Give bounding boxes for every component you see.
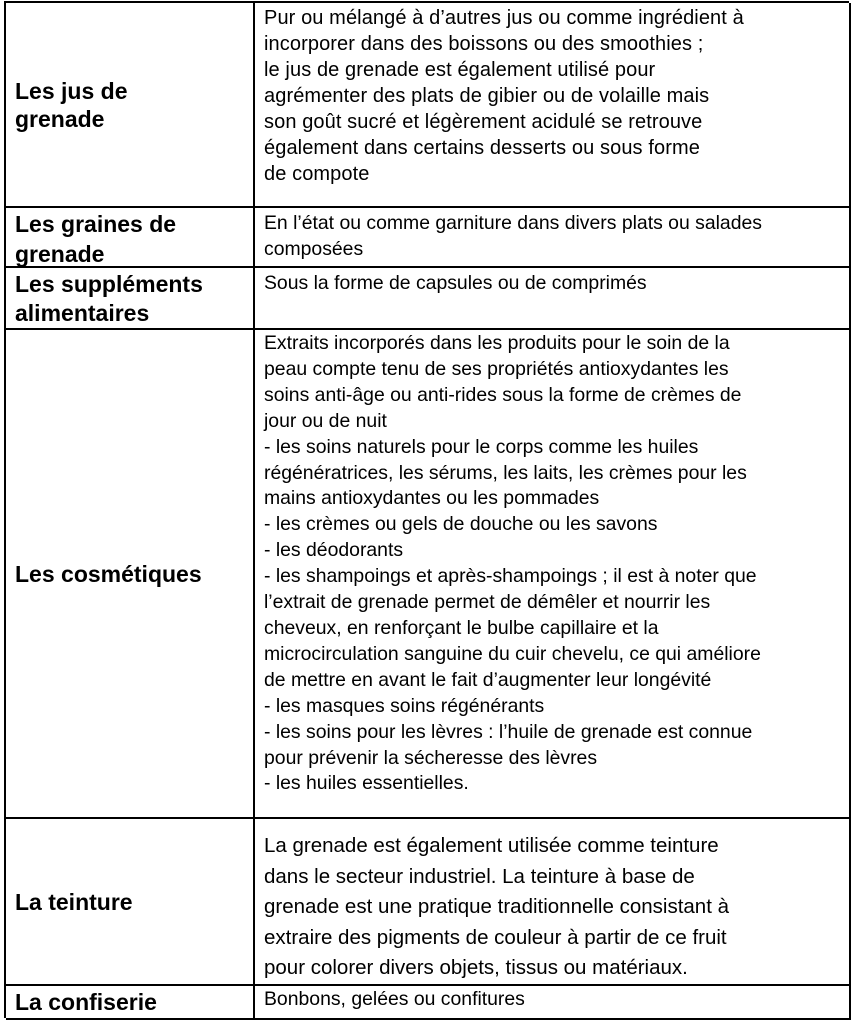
row-content-cosmetiques: Extraits incorporés dans les produits pour le soin de la peau compte tenu de ses propriétés antioxydantes les soins anti-âge ou anti-rides sous la forme de crèmes de jour ou de nuit - les soins naturels pour le corps comme les huiles régénératrices, les sérums, les laits, les crèmes pour les mains antioxydantes ou les pommades - les crèmes ou gels de douche ou les savons - les déodorants - les shampoings et après-shampoings ; il est à noter que l’extrait de grenade permet de démêler et nourrir les cheveux, en renforçant le bulbe capillaire et la microcirculation sanguine du cuir chevelu, ce qui améliore de mettre en avant le fait d’augmenter leur longévité - les masques soins régénérants - les soins pour les lèvres : l’huile de grenade est connue pour prévenir la sécheresse des lèvres - les huiles essentielles. (264, 332, 761, 795)
row-label-jus: Les jus de grenade (15, 77, 128, 132)
table-row-label (6, 330, 255, 819)
row-content-teinture: La grenade est également utilisée comme teinture dans le secteur industriel. La teinture à base de grenade est une pratique traditionnelle consistant à extraire des pigments de couleur à partir de ce fruit pour colorer divers objets, tissus ou matériaux. (264, 834, 729, 980)
row-content-graines: En l’état ou comme garniture dans divers plats ou salades composées (264, 212, 762, 260)
row-label-teinture: La teinture (15, 888, 133, 915)
row-label-supplements: Les suppléments alimentaires (15, 271, 203, 326)
table-row-label (6, 986, 255, 1020)
table-row-label (6, 208, 255, 268)
table-row-label (6, 268, 255, 330)
row-label-graines: Les graines de grenade (15, 210, 177, 267)
table-row-content (255, 819, 851, 986)
row-label-cosmetiques: Les cosmétiques (15, 560, 202, 587)
row-content-confiserie: Bonbons, gelées ou confitures (264, 988, 525, 1010)
row-content-supplements: Sous la forme de capsules ou de comprimés (264, 272, 647, 294)
row-label-confiserie: La confiserie (15, 989, 157, 1015)
table-row-content (255, 986, 851, 1020)
uses-table (4, 1, 849, 1018)
table-row-content (255, 3, 851, 208)
table-row-content (255, 208, 851, 268)
table-row-content (255, 268, 851, 330)
table-row-content (255, 330, 851, 819)
table-row-label (6, 819, 255, 986)
row-content-jus: Pur ou mélangé à d’autres jus ou comme ingrédient à incorporer dans des boissons ou des smoothies ; le jus de grenade est également utilisé pour agrémenter des plats de gibier ou de volaille mais son goût sucré et légèrement acidulé se retrouve également dans certains desserts ou sous forme de compote (264, 7, 744, 185)
table-row-label (6, 3, 255, 208)
